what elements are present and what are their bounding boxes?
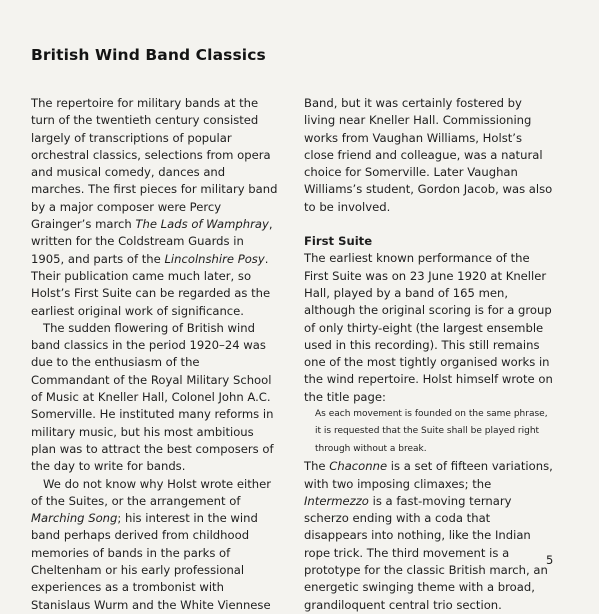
- right-column: [304, 95, 554, 614]
- paragraph-first-suite: The earliest known performance of the First Suite was on 23 June 1920 at Kneller Hall, played by a band of 165 men, although the original scoring is for a group of only thirty-eight (the largest ensemble used in this recording). This still remains one of the most tightly organised works in the wind repertoire. Holst himself wrote on the title page:: [304, 251, 553, 404]
- paragraph-flowering: The sudden flowering of British wind band classics in the period 1920–24 was due to the enthusiasm of the Commandant of the Royal Military School of Music at Kneller Hall, Colonel John A.C. Somerville. He instituted many reforms in military music, but his most ambitious plan was to attract the best composers of the day to write for bands.: [31, 320, 274, 474]
- subheading-first-suite: First Suite: [304, 234, 373, 249]
- section-title: British Wind Band Classics: [31, 46, 266, 64]
- paragraph-repertoire: The repertoire for military bands at the turn of the twentieth century consisted largely of transcriptions of popular orchestral classics, selections from opera and musical comedy, dances and marches. The first pieces for military band by a major composer were Percy Grainger’s march The Lads of Wamphray, written for the Coldstream Guards in 1905, and parts of the Lincolnshire Posy. Their publication came much later, so Holst’s First Suite can be regarded as the earliest original work of significance.: [31, 96, 278, 318]
- paragraph-suites: We do not know why Holst wrote either of the Suites, or the arrangement of Marching Song; his interest in the wind band perhaps derived from childhood memories of bands in the parks of Cheltenham or his early professional experiences as a trombonist with Stanislaus Wurm and the White Viennese: [31, 476, 272, 612]
- title-chaconne: Chaconne: [329, 459, 388, 474]
- title-lads-of-wamphray: The Lads of Wamphray: [135, 217, 269, 232]
- left-column: [31, 95, 279, 614]
- paragraph-movements: The Chaconne is a set of fifteen variations, with two imposing climaxes; the Intermezzo is a fast-moving ternary scherzo ending with a coda that disappears into nothing, like the Indian rope trick. The third movement is a prototype for the classic British march, an energetic swinging theme with a broad, grandiloquent central trio section.: [304, 459, 553, 612]
- paragraph-kneller-hall: Band, but it was certainly fostered by living near Kneller Hall. Commissioning works from Vaughan Williams, Holst’s close friend and colleague, was a natural choice for Somerville. Later Vaughan Williams’s student, Gordon Jacob, was also to be involved.: [304, 96, 553, 214]
- holst-quote: As each movement is founded on the same phrase, it is requested that the Suite shall be played right through without a break.: [315, 409, 548, 454]
- page-number: 5: [546, 553, 554, 567]
- title-marching-song: Marching Song: [31, 511, 118, 526]
- title-lincolnshire-posy: Lincolnshire Posy: [164, 251, 265, 266]
- title-intermezzo: Intermezzo: [304, 493, 369, 508]
